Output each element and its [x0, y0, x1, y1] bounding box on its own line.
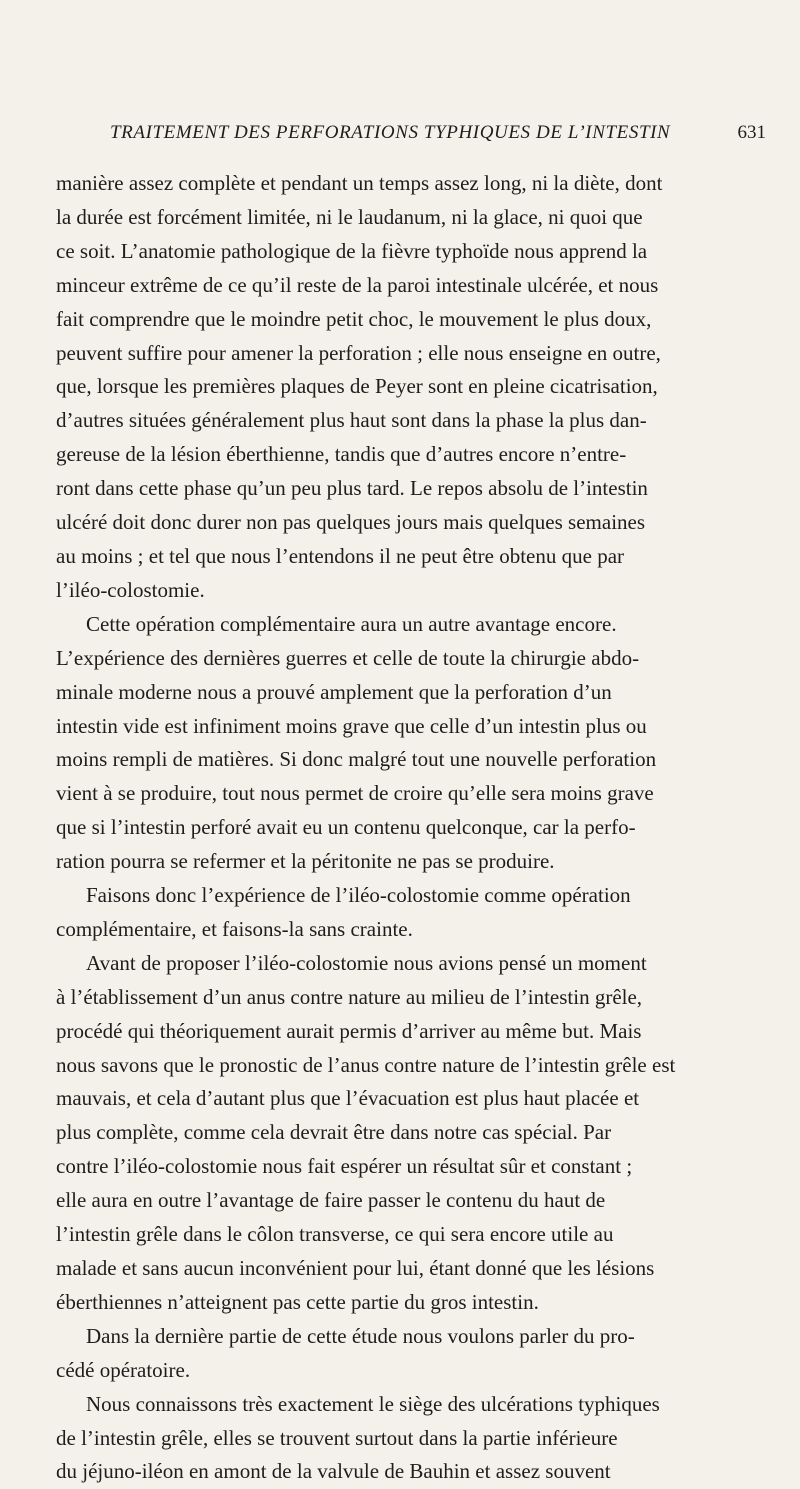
text-line: l’iléo-colostomie.: [56, 577, 205, 602]
paragraph-first-line: Cette opération complémentaire aura un autre avantage encore.: [86, 611, 617, 636]
text-line: à l’établissement d’un anus contre nature au milieu de l’intestin grêle,: [56, 984, 643, 1009]
text-line: fait comprendre que le moindre petit choc, le mouvement le plus doux,: [56, 306, 652, 331]
text-line: L’expérience des dernières guerres et celle de toute la chirurgie abdo-: [56, 645, 640, 670]
running-head: [110, 122, 766, 152]
text-line: au moins ; et tel que nous l’entendons il ne peut être obtenu que par: [56, 543, 625, 568]
body-text: [56, 167, 766, 1489]
text-line: éberthiennes n’atteignent pas cette partie du gros intestin.: [56, 1289, 539, 1314]
text-line: peuvent suffire pour amener la perforation ; elle nous enseigne en outre,: [56, 340, 661, 365]
text-line: du jéjuno-iléon en amont de la valvule de Bauhin et assez souvent: [56, 1459, 611, 1484]
text-line: procédé qui théoriquement aurait permis d’arriver au même but. Mais: [56, 1018, 642, 1043]
text-line: plus complète, comme cela devrait être dans notre cas spécial. Par: [56, 1120, 612, 1145]
text-line: minceur extrême de ce qu’il reste de la paroi intestinale ulcérée, et nous: [56, 272, 659, 297]
paragraph-first-line: Avant de proposer l’iléo-colostomie nous avions pensé un moment: [86, 950, 647, 975]
text-line: la durée est forcément limitée, ni le laudanum, ni la glace, ni quoi que: [56, 204, 643, 229]
text-line: mauvais, et cela d’autant plus que l’évacuation est plus haut placée et: [56, 1086, 640, 1111]
text-line: intestin vide est infiniment moins grave que celle d’un intestin plus ou: [56, 713, 647, 738]
text-line: ration pourra se refermer et la péritonite ne pas se produire.: [56, 849, 555, 874]
text-line: elle aura en outre l’avantage de faire passer le contenu du haut de: [56, 1188, 606, 1213]
paragraph-first-line: Nous connaissons très exactement le siège des ulcérations typhiques: [86, 1391, 660, 1416]
text-line: malade et sans aucun inconvénient pour lui, étant donné que les lésions: [56, 1256, 655, 1280]
text-line: d’autres situées généralement plus haut sont dans la phase la plus dan-: [56, 408, 647, 433]
text-line: gereuse de la lésion éberthienne, tandis que d’autres encore n’entre-: [56, 442, 627, 467]
paragraph-first-line: Faisons donc l’expérience de l’iléo-colostomie comme opération: [86, 883, 631, 908]
text-line: manière assez complète et pendant un temps assez long, ni la diète, dont: [56, 171, 663, 195]
text-line: que si l’intestin perforé avait eu un contenu quelconque, car la perfo-: [56, 815, 636, 840]
text-line: que, lorsque les premières plaques de Peyer sont en pleine cicatrisation,: [56, 374, 658, 399]
text-line: vient à se produire, tout nous permet de croire qu’elle sera moins grave: [56, 781, 654, 806]
running-title: TRAITEMENT DES PERFORATIONS TYPHIQUES DE L’INTESTIN: [110, 122, 671, 143]
page-number: 631: [737, 122, 766, 143]
text-line: ront dans cette phase qu’un peu plus tard. Le repos absolu de l’intestin: [56, 476, 648, 501]
text-line: l’intestin grêle dans le côlon transverse, ce qui sera encore utile au: [56, 1222, 614, 1247]
paragraph-first-line: Dans la dernière partie de cette étude nous voulons parler du pro-: [86, 1323, 635, 1348]
text-line: contre l’iléo-colostomie nous fait espérer un résultat sûr et constant ;: [56, 1154, 633, 1179]
text-line: cédé opératoire.: [56, 1357, 191, 1382]
text-line: de l’intestin grêle, elles se trouvent surtout dans la partie inférieure: [56, 1425, 618, 1450]
text-line: minale moderne nous a prouvé amplement que la perforation d’un: [56, 679, 612, 704]
text-line: ulcéré doit donc durer non pas quelques jours mais quelques semaines: [56, 510, 646, 535]
text-line: moins rempli de matières. Si donc malgré tout une nouvelle perforation: [56, 747, 657, 772]
text-line: complémentaire, et faisons-la sans crainte.: [56, 916, 413, 941]
text-line: nous savons que le pronostic de l’anus contre nature de l’intestin grêle est: [56, 1052, 676, 1077]
text-line: ce soit. L’anatomie pathologique de la fièvre typhoïde nous apprend la: [56, 238, 648, 263]
